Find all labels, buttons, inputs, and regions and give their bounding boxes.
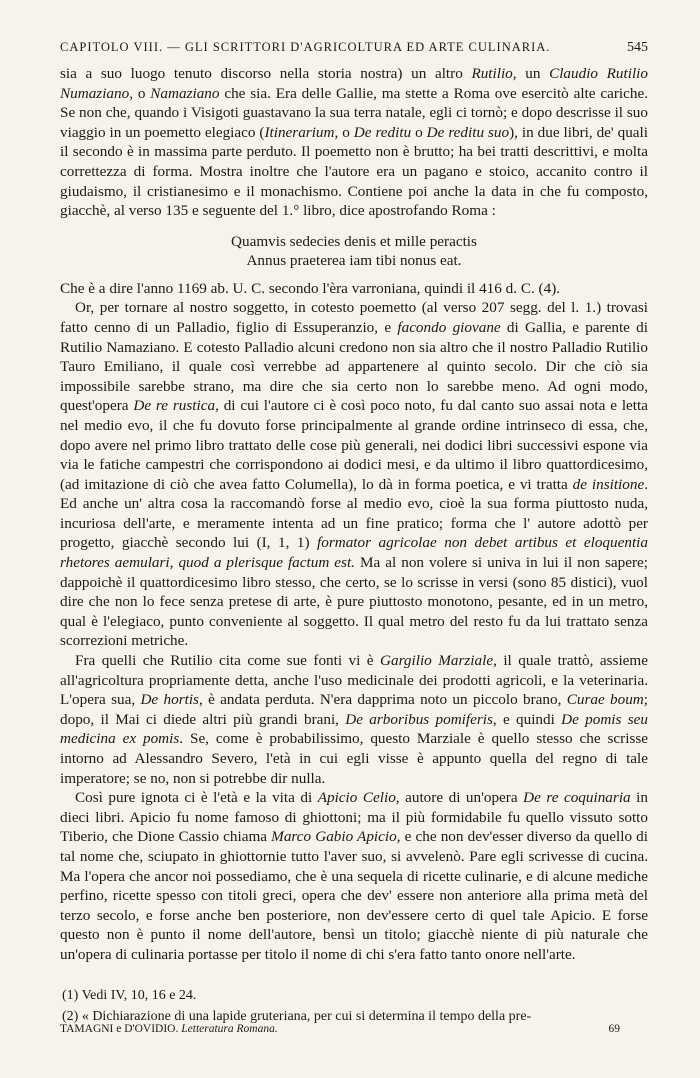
running-header (60, 40, 648, 56)
footer-credit (60, 1023, 278, 1035)
footer-work: Letteratura Romana. (181, 1023, 278, 1035)
footer-authors: TAMAGNI e D'OVIDIO. (60, 1023, 179, 1035)
signature-mark: 69 (608, 1023, 620, 1035)
footnote: (1) Vedi IV, 10, 16 e 24. (62, 988, 197, 1003)
paragraph: Or, per tornare al nostro soggetto, in cotesto poemetto (al verso 207 segg. del l. 1.) trovasi fatto cenno di un Palladio, figlio di Essuperanzio, e facondo giovane di Gallia, e parente di Rutilio Namaziano. E cotesto Palladio alcuni credono non sia altro che il nostro Palladio Rutilio Tauro Emiliano, il quale così verrebbe ad appartenere al quinto secolo. Dir che ciò sia impossibile sarebbe strano, ma dire che sia certo non lo sarebbe meno. Ad ogni modo, quest'opera De re rustica, di cui l'autore ci è così poco noto, fu dal canto suo assai nota e letta nel medio evo, il che fu dovuto forse principalmente al grande ordine intrinseco di essa, che, dopo avere nel primo libro trattato delle cose più generali, nei dodici libri successivi espone via via le fatiche campestri che corrispondono ai dodici mesi, e da ultimo il libro quattordicesimo, (ad imitazione di ciò che avea fatto Columella), lo dà in forma poetica, e vi tratta de insitione. Ed anche un' altra cosa la raccomandò forse al medio evo, cioè la sua forma piuttosto nuda, incuriosa dell'arte, e meramente intenta ad un fine pratico; forma che l' autore adottò per progetto, giacchè secondo lui (I, 1, 1) formator agricolae non debet artibus et eloquentia rhetores aemulari, quod a plerisque factum est. Ma al non volere si univa in lui il non sapere; dappoichè il quattordicesimo libro stesso, che certo, se lo scrisse in versi (sono 85 distici), vuol dire che non lo fece senza pretese di arte, è pure piuttosto monotono, pesante, ed in un metro, qual è l'elegiaco, punto conveniente al soggetto. Il qual metro del resto fu da lui trattato senza scorrezioni metriche. (60, 299, 648, 650)
chapter-title: CAPITOLO VIII. — GLI SCRITTORI D'AGRICOLTURA ED ARTE CULINARIA. (60, 40, 551, 54)
page-number: 545 (627, 40, 648, 55)
verse-line: Quamvis sedecies denis et mille peractis (231, 232, 477, 250)
footnote: (2) « Dichiarazione di una lapide gruteriana, per cui si determina il tempo della pre- (62, 1009, 532, 1024)
verse-line: Annus praeterea iam tibi nonus eat. (246, 251, 462, 269)
paragraph: sia a suo luogo tenuto discorso nella storia nostra) un altro Rutilio, un Claudio Rutilio Numaziano, o Namaziano che sia. Era delle Gallie, ma stette a Roma ove esercitò alte cariche. Se non che, quando i Visigoti guastavano la sua terra natale, egli ci tornò; e dopo descrisse il suo viaggio in un poemetto elegiaco (Itinerarium, o De reditu o De reditu suo), in due libri, de' quali il secondo è in massima parte perduto. Il poemetto non è brutto; ha bei tratti descrittivi, e molta correttezza di forma. Mostra inoltre che l'autore era un pagano e stoico, accanito contro il giudaismo, il cristianesimo e il monachismo. Contiene poi anche la data in che fu composto, giacchè, al verso 135 e seguente del 1.° libro, dice apostrofando Roma : (60, 65, 648, 220)
paragraph: Che è a dire l'anno 1169 ab. U. C. secondo l'èra varroniana, quindi il 416 d. C. (4). (60, 279, 561, 297)
paragraph: Fra quelli che Rutilio cita come sue fonti vi è Gargilio Marziale, il quale trattò, assieme all'agricoltura propriamente detta, anche l'uso medicinale dei prodotti agricoli, e la veterinaria. L'opera sua, De hortis, è andata perduta. N'era dapprima noto un piccolo brano, Curae boum; dopo, il Mai ci diede altri più grandi brani, De arboribus pomiferis, e quindi De pomis seu medicina ex pomis. Se, come è probabilissimo, questo Marziale è quello stesso che scrisse intorno ad Alessandro Severo, l'età in cui egli visse è appunto quella del regno di tale imperatore; se no, non si potrebbe dir nulla. (60, 652, 649, 787)
page-footer (60, 1023, 648, 1035)
footnotes (60, 985, 648, 1027)
latin-verse (60, 232, 648, 270)
main-text (60, 64, 648, 965)
paragraph: Così pure ignota ci è l'età e la vita di Apicio Celio, autore di un'opera De re coquinaria in dieci libri. Apicio fu nome famoso di ghiottoni; ma il più formidabile fu quello vissuto sotto Tiberio, che Dione Cassio chiama Marco Gabio Apicio, e che non dev'esser diverso da quello di tal nome che, sciupato in ghiottornie tutto l'aver suo, si avvelenò. Pare egli scrivesse di cucina. Ma l'opera che ancor noi possediamo, che è una sequela di ricette culinarie, e di alcune mediche perfino, ricette spesso con titoli greci, opera che dev' essere non anteriore alla prima metà del terzo secolo, e forse anche ben posteriore, non dev'essere certo di quel tale Apicio. E forse questo non è punto il nome dell'autore, bensì un titolo; giacchè niente di più naturale che un'opera di culinaria portasse per titolo il nome di chi s'era fatto tanto onore nell'arte. (60, 789, 648, 963)
